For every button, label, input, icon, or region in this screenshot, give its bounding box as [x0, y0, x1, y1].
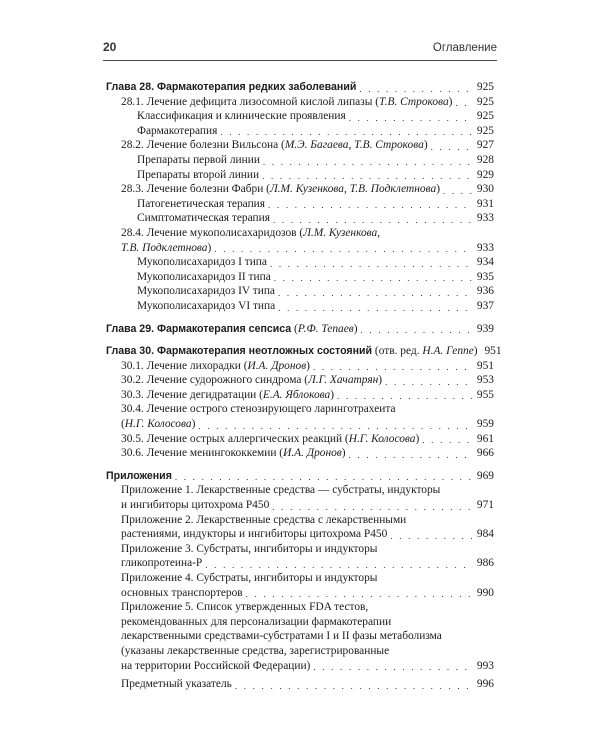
- dot-leader: [385, 376, 473, 388]
- page-ref: 931: [476, 197, 494, 210]
- dot-leader: [268, 199, 473, 211]
- toc-chapter-28: [106, 80, 494, 314]
- page-ref: 984: [476, 528, 494, 541]
- dot-leader: [313, 361, 473, 373]
- dot-leader: [273, 214, 473, 226]
- toc-entry[interactable]: 28.1. Лечение дефицита лизосомной кислой липазы (Т.В. Строкова) . . . 925: [106, 95, 494, 110]
- dot-leader: [214, 243, 473, 255]
- page-ref: 951: [476, 359, 494, 372]
- dot-leader: [431, 141, 473, 153]
- toc-appendices: [106, 469, 494, 692]
- page-number: 20: [103, 40, 117, 54]
- toc-entry[interactable]: Глава 28. Фармакотерапия редких заболеваний . . . 925: [106, 80, 494, 95]
- toc-entry[interactable]: Препараты первой линии . . . 928: [106, 153, 494, 168]
- toc-entry-continued[interactable]: Приложение 4. Субстраты, ингибиторы и индукторы: [121, 572, 378, 584]
- page-ref: 927: [476, 139, 494, 152]
- dot-leader: [270, 258, 473, 270]
- page-ref: 925: [476, 95, 494, 108]
- toc-entry[interactable]: Мукополисахаридоз I типа . . . 934: [106, 255, 494, 270]
- page-ref: 959: [476, 418, 494, 431]
- toc-entry-continued[interactable]: лекарственными средствами-субстратами I и II фазы метаболизма: [121, 630, 442, 643]
- toc-entry[interactable]: на территории Российской Федерации) . . . 993: [106, 659, 494, 674]
- page-ref: 937: [476, 299, 494, 312]
- toc-entry[interactable]: Препараты второй линии . . . 929: [106, 168, 494, 183]
- toc-entry[interactable]: Глава 29. Фармакотерапия сепсиса (Р.Ф. Тепаев) . . . 939: [106, 322, 494, 337]
- page-ref: 986: [476, 557, 494, 570]
- page-ref: 935: [476, 270, 494, 283]
- toc-entry[interactable]: Мукополисахаридоз IV типа . . . 936: [106, 284, 494, 299]
- running-title: Оглавление: [432, 42, 497, 54]
- toc-entry[interactable]: Классификация и клинические проявления . . . 925: [106, 109, 494, 124]
- toc-entry[interactable]: и ингибиторы цитохрома Р450 . . . 971: [106, 498, 494, 513]
- dot-leader: [361, 324, 473, 336]
- toc-entry-continued[interactable]: 30.4. Лечение острого стенозирующего ларинготрахеита: [121, 403, 396, 416]
- toc-chapter-29: [106, 322, 494, 337]
- toc-entry-continued[interactable]: 28.4. Лечение мукополисахаридозов (Л.М. Кузенкова,: [121, 226, 381, 239]
- toc-entry[interactable]: 30.6. Лечение менингококкемии (И.А. Дронов) . . . 966: [106, 446, 494, 461]
- dot-leader: [359, 83, 473, 95]
- dot-leader: [205, 559, 473, 571]
- dot-leader: [274, 272, 473, 284]
- toc-entry-continued[interactable]: рекомендованных для персонализации фармакотерапии: [121, 615, 392, 628]
- dot-leader: [235, 680, 473, 692]
- dot-leader: [443, 185, 473, 197]
- page-ref: 929: [476, 168, 494, 181]
- toc-entry-continued[interactable]: Приложение 2. Лекарственные средства с лекарственными: [121, 513, 407, 526]
- dot-leader: [337, 390, 473, 402]
- toc-entry[interactable]: 30.5. Лечение острых аллергических реакций (Н.Г. Колосова) . . . 961: [106, 432, 494, 447]
- running-header: [103, 40, 497, 61]
- toc-entry[interactable]: Т.В. Подклетнова) . . . 933: [106, 241, 494, 256]
- dot-leader: [422, 434, 473, 446]
- page-ref: 934: [476, 256, 494, 269]
- page-ref: 925: [476, 124, 494, 137]
- toc-entry[interactable]: Приложения . . . 969: [106, 469, 494, 484]
- toc-entry[interactable]: основных транспортеров . . . 990: [106, 586, 494, 601]
- toc-entry[interactable]: Предметный указатель . . . 996: [106, 677, 494, 692]
- page-ref: 969: [476, 469, 494, 482]
- toc-entry-continued[interactable]: Приложение 1. Лекарственные средства — субстраты, индукторы: [121, 484, 441, 497]
- page-ref: 925: [476, 81, 494, 93]
- page-ref: 961: [476, 432, 494, 445]
- page-ref: 925: [476, 110, 494, 123]
- toc-entry[interactable]: Фармакотерапия . . . 925: [106, 124, 494, 139]
- dot-leader: [246, 588, 473, 600]
- page-ref: 951: [484, 345, 502, 358]
- toc-entry-continued[interactable]: Приложение 5. Список утвержденных FDA тестов,: [121, 601, 369, 614]
- dot-leader: [349, 449, 473, 461]
- dot-leader: [220, 126, 473, 138]
- dot-leader: [349, 112, 473, 124]
- page-ref: 996: [476, 678, 494, 691]
- toc-entry[interactable]: Мукополисахаридоз VI типа . . . 937: [106, 299, 494, 314]
- toc-entry[interactable]: 30.2. Лечение судорожного синдрома (Л.Г. Хачатрян) . . . 953: [106, 373, 494, 388]
- dot-leader: [278, 287, 473, 299]
- dot-leader: [262, 170, 473, 182]
- toc-entry-continued[interactable]: (указаны лекарственные средства, зарегистрированные: [121, 644, 390, 657]
- dot-leader: [278, 302, 473, 314]
- page-ref: 993: [476, 659, 494, 672]
- page-ref: 930: [476, 183, 494, 196]
- page-ref: 971: [476, 499, 494, 512]
- page-ref: 933: [476, 212, 494, 225]
- toc-entry[interactable]: Патогенетическая терапия . . . 931: [106, 197, 494, 212]
- toc-entry[interactable]: (Н.Г. Колосова) . . . 959: [106, 417, 494, 432]
- page-ref: 955: [476, 388, 494, 401]
- toc-entry[interactable]: гликопротеина-Р . . . 986: [106, 556, 494, 571]
- page-ref: 939: [476, 322, 494, 335]
- toc-entry[interactable]: Глава 30. Фармакотерапия неотложных состояний (отв. ред. Н.А. Геппе) 951: [106, 345, 502, 358]
- toc-entry[interactable]: растениями, индукторы и ингибиторы цитохрома Р450 . . . 984: [106, 527, 494, 542]
- toc-entry[interactable]: 28.2. Лечение болезни Вильсона (М.Э. Багаева, Т.В. Строкова) . . . 927: [106, 138, 494, 153]
- page-ref: 936: [476, 285, 494, 298]
- page-ref: 933: [476, 241, 494, 254]
- toc-entry[interactable]: Мукополисахаридоз II типа . . . 935: [106, 270, 494, 285]
- dot-leader: [390, 530, 473, 542]
- dot-leader: [272, 501, 473, 513]
- page-ref: 953: [476, 374, 494, 387]
- toc-entry[interactable]: 30.1. Лечение лихорадки (И.А. Дронов) . . . 951: [106, 359, 494, 374]
- page-ref: 966: [476, 447, 494, 460]
- table-of-contents: [106, 80, 502, 692]
- toc-entry[interactable]: 30.3. Лечение дегидратации (Е.А. Яблокова) . . . 955: [106, 388, 494, 403]
- toc-chapter-30: [106, 344, 502, 461]
- dot-leader: [313, 661, 473, 673]
- toc-entry[interactable]: 28.3. Лечение болезни Фабри (Л.М. Кузенкова, Т.В. Подклетнова) . . . 930: [106, 182, 494, 197]
- dot-leader: [263, 156, 473, 168]
- dot-leader: [175, 471, 473, 483]
- toc-entry[interactable]: Симптоматическая терапия . . . 933: [106, 211, 494, 226]
- dot-leader: [455, 97, 473, 109]
- dot-leader: [198, 420, 473, 432]
- toc-entry-continued[interactable]: Приложение 3. Субстраты, ингибиторы и индукторы: [121, 542, 378, 555]
- page-ref: 928: [476, 153, 494, 166]
- page-ref: 990: [476, 586, 494, 599]
